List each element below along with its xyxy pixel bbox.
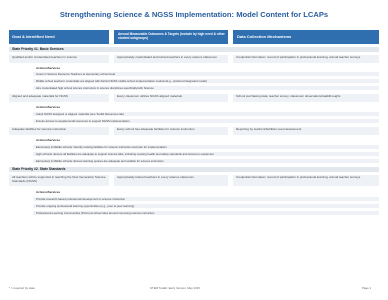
actions-heading-2-label: Actions/Services [36, 105, 61, 109]
actions-heading-3-label: Actions/Services [36, 138, 61, 142]
priority-band-1 [9, 47, 379, 52]
action-item [33, 86, 379, 90]
action-item [33, 112, 379, 116]
action-item [33, 211, 379, 215]
action-item [33, 197, 379, 201]
row3-outcome-text: Every school has adequate facilities for science instruction [117, 127, 195, 131]
actions-heading-4 [33, 190, 379, 194]
footer-center: STEM Toolkit: Early Version, May 2015 [150, 286, 200, 290]
action-item [33, 72, 379, 76]
header-goal [9, 30, 109, 44]
header-data-label: Data Collection Mechanisms [237, 34, 292, 39]
row2-goal-text: Aligned and adequate materials for NGSS [12, 94, 68, 98]
row4-goal-text: All teachers will be supported in teaching the Next Generation Science Standards (NGSS) [12, 175, 106, 183]
row1-goal [9, 55, 109, 63]
action-text: Provide ongoing professional learning opportunities (e.g., peer to peer learning) [36, 204, 135, 208]
priority-band-2 [9, 167, 379, 172]
action-text: Adopt NGSS designed or aligned materials (see Toolkit Resources tab) [36, 112, 124, 116]
priority-2-label: State Priority #2. State Standards [12, 167, 66, 171]
action-text: Invest in Science Resource Teachers at elementary school level [36, 72, 116, 76]
row2-goal [9, 94, 109, 102]
row1-outcome [114, 55, 228, 63]
row1-goal-text: Qualified and/or credentialed teachers in science [12, 55, 77, 59]
header-goal-label: Goal & Identified Need [12, 34, 55, 39]
header-outcomes [114, 30, 228, 44]
row2-data [233, 94, 379, 102]
page-number: Page 1 [362, 286, 372, 290]
row3-data-text: Reporting by teachers/facilities need assessment [236, 127, 302, 131]
row2-outcome [114, 94, 228, 102]
footer-note: * = required by state [9, 286, 35, 290]
row1-outcome-text: Appropriately credentialed and trained teachers in every science classroom [117, 55, 217, 59]
row3-outcome [114, 127, 228, 135]
page-title: Strengthening Science & NGSS Implementation: Model Content for LCAPs [59, 10, 329, 19]
action-text: Professional Learning Communities (PLCs) at school sites around improving science instruction [36, 211, 155, 215]
row1-data [233, 55, 379, 63]
action-text: Provide research-based professional development in science instruction [36, 197, 126, 201]
row2-data-text: School purchasing data; teacher survey; classroom observations/walkthroughs [236, 94, 341, 98]
action-text: Elementary & Middle schools: Ensure learning spaces are adequate and suitable for science instruction [36, 159, 164, 163]
action-item [33, 145, 379, 149]
action-text: Elementary & Middle schools: Identify existing facilities for science instruction and plan for implementation [36, 145, 167, 149]
row4-goal [9, 175, 109, 186]
row4-data-text: Credential information; record of participation in professional learning; annual teacher surveys [236, 175, 361, 179]
action-item [33, 152, 379, 156]
row2-outcome-text: Every classroom utilizes NGSS aligned materials [117, 94, 183, 98]
row4-outcome-text: Appropriately trained teachers in every science classroom [117, 175, 194, 179]
action-item [33, 159, 379, 163]
row1-data-text: Credential information; record of participation in professional learning; annual teacher surveys [236, 55, 361, 59]
action-text: High schools: Ensure all facilities are adequate to support science labs, including meeting health and safety standards and access to equipment [36, 152, 214, 156]
action-item [33, 204, 379, 208]
actions-heading-3 [33, 138, 379, 142]
actions-heading-2 [33, 105, 379, 109]
action-item [33, 119, 379, 123]
row3-data [233, 127, 379, 135]
actions-heading-4-label: Actions/Services [36, 190, 61, 194]
header-outcomes-label: Annual Measurable Outcomes & Targets (include by high need & other student subgroups) [118, 32, 225, 40]
row3-goal [9, 127, 109, 135]
action-text: Ensure access to supplemental resources to support NGSS implementation [36, 119, 130, 123]
action-item [33, 79, 379, 83]
action-text: Middle school teachers' credentials are aligned with district NGSS middle school implementation models (E.g., preferred integrated model) [36, 79, 207, 83]
action-text: Hire credentialed high school science instructors in science disciplines specifically/with Science [36, 86, 154, 90]
row4-data [233, 175, 379, 186]
actions-heading-1-label: Actions/Services [36, 66, 61, 70]
row4-outcome [114, 175, 228, 186]
header-data [233, 30, 379, 44]
priority-1-label: State Priority #1. Basic Services [12, 47, 64, 51]
row3-goal-text: Adequate facilities for science instruction [12, 127, 67, 131]
actions-heading-1 [33, 66, 379, 70]
